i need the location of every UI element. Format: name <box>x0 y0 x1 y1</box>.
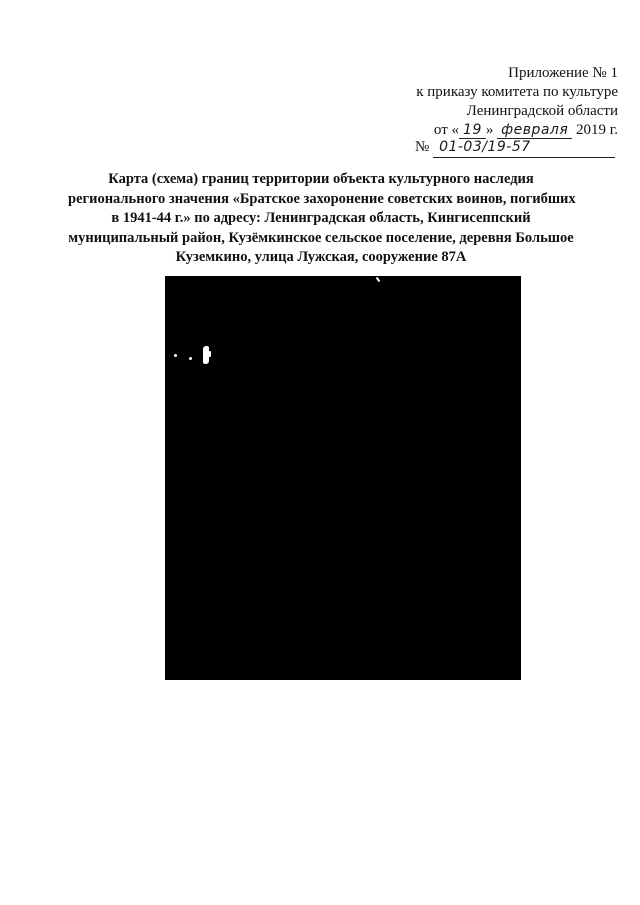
title-line-5: Куземкино, улица Лужская, сооружение 87А <box>175 249 467 265</box>
map-speck <box>208 351 211 357</box>
date-prefix: от « <box>433 122 460 138</box>
region-name: Ленинградской области <box>466 103 618 119</box>
number-prefix: № <box>415 139 430 155</box>
date-mid: » <box>485 122 494 138</box>
appendix-label: Приложение № 1 <box>508 65 618 81</box>
map-speck <box>376 277 381 282</box>
title-line-3: в 1941-44 г.» по адресу: Ленинградская область, Кингисеппский <box>111 210 531 226</box>
handwritten-order-number: 01-03/19-57 <box>433 138 615 158</box>
appendix-header <box>358 64 618 140</box>
title-line-4: муниципальный район, Кузёмкинское сельское поселение, деревня Большое <box>68 229 574 246</box>
date-year: 2019 г. <box>576 122 618 138</box>
boundary-map-image <box>165 276 521 680</box>
order-number <box>415 138 618 158</box>
handwritten-month: февраля <box>497 122 572 139</box>
title-line-2: регионального значения «Братское захоронение советских воинов, погибших <box>68 190 576 207</box>
document-title <box>68 170 574 268</box>
map-speck <box>189 357 192 360</box>
title-line-1: Карта (схема) границ территории объекта культурного наследия <box>108 171 534 187</box>
map-speck <box>174 354 177 357</box>
handwritten-day: 19 <box>459 122 486 139</box>
order-reference: к приказу комитета по культуре <box>416 84 618 100</box>
